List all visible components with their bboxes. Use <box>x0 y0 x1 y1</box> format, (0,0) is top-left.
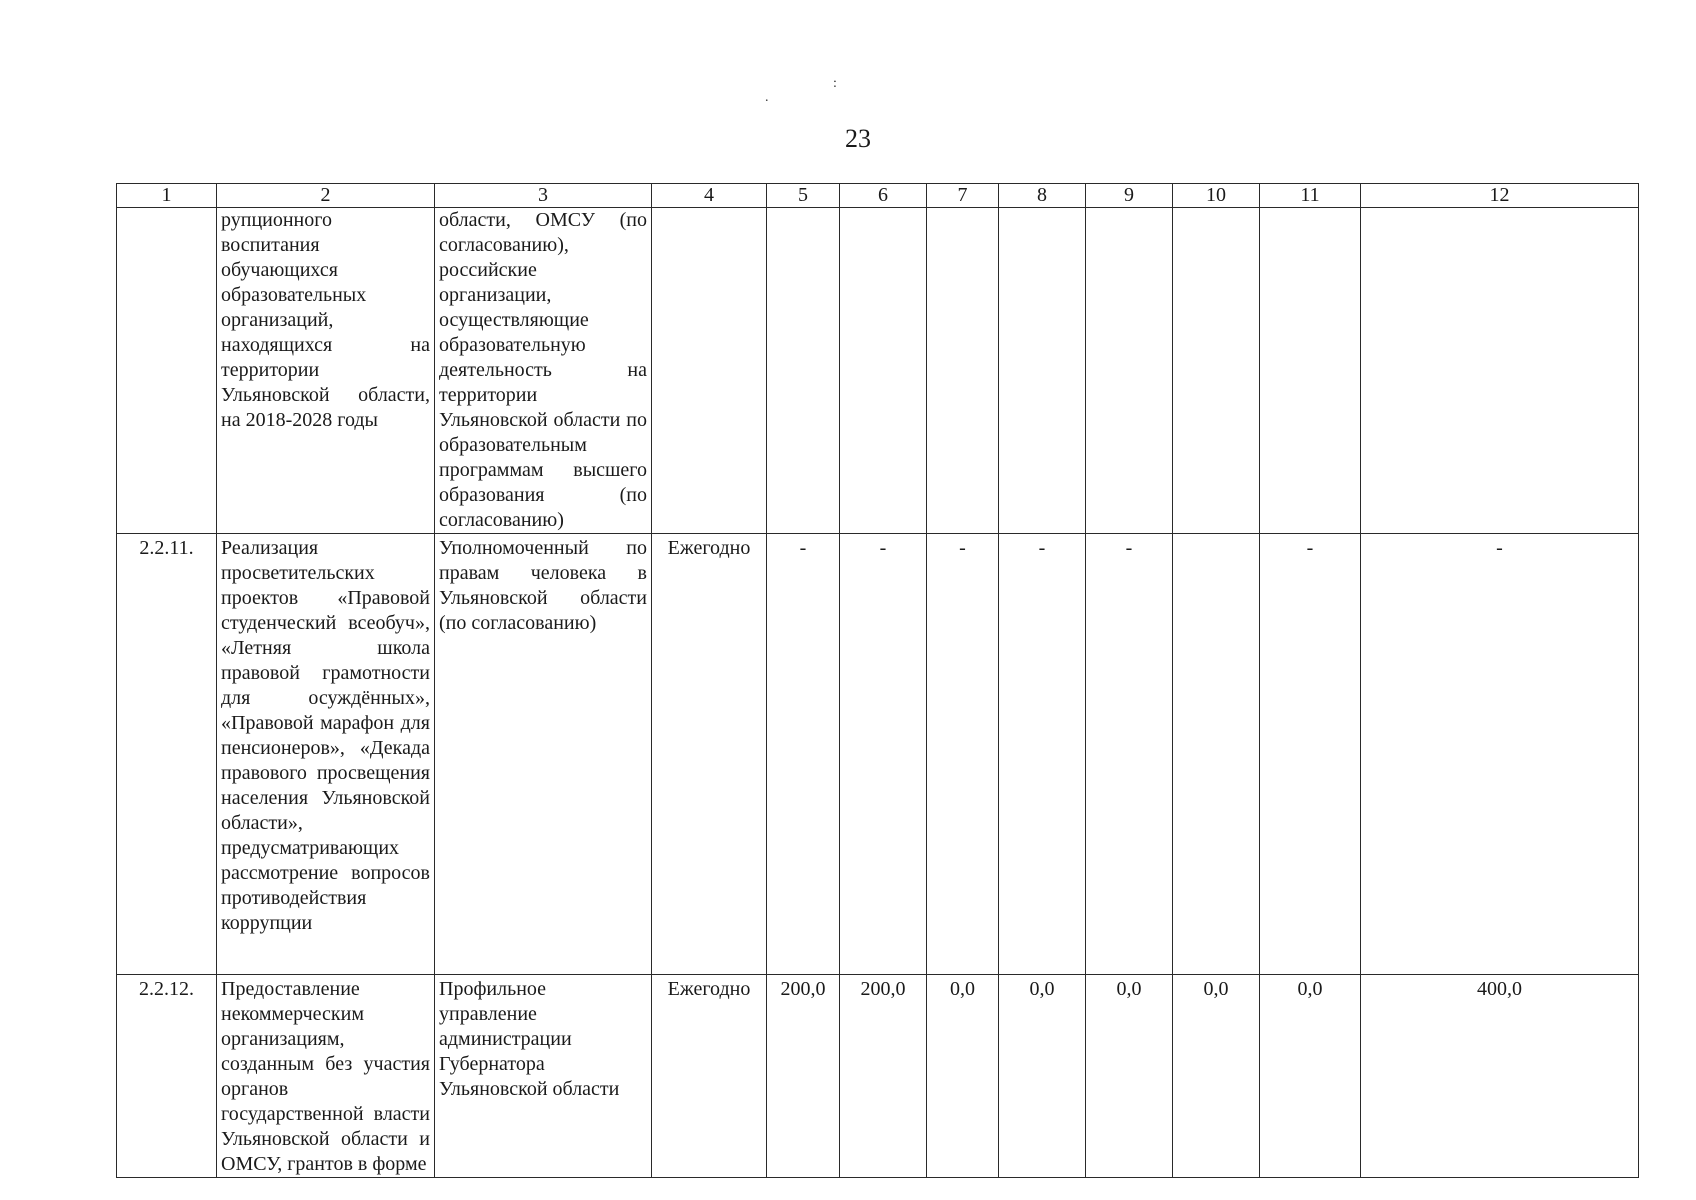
value-cell <box>927 208 999 534</box>
value-cell: - <box>1086 534 1173 975</box>
value-cell: 200,0 <box>840 975 927 1178</box>
period-cell: Ежегодно <box>652 534 767 975</box>
column-number: 10 <box>1173 184 1260 208</box>
value-cell <box>767 208 840 534</box>
column-number: 8 <box>999 184 1086 208</box>
column-number: 3 <box>435 184 652 208</box>
value-cell: 200,0 <box>767 975 840 1178</box>
table-row <box>117 975 1639 1178</box>
column-number-row <box>117 184 1639 208</box>
value-cell: 0,0 <box>1173 975 1260 1178</box>
value-cell: 0,0 <box>999 975 1086 1178</box>
value-cell <box>1086 208 1173 534</box>
value-cell <box>1173 208 1260 534</box>
column-number: 4 <box>652 184 767 208</box>
column-number: 12 <box>1361 184 1639 208</box>
column-number: 1 <box>117 184 217 208</box>
value-cell: 400,0 <box>1361 975 1639 1178</box>
value-cell: 0,0 <box>1260 975 1361 1178</box>
column-number: 7 <box>927 184 999 208</box>
value-cell: - <box>840 534 927 975</box>
column-number: 6 <box>840 184 927 208</box>
page-number: 23 <box>845 124 871 153</box>
value-cell: - <box>1361 534 1639 975</box>
value-cell <box>840 208 927 534</box>
period-cell: Ежегодно <box>652 975 767 1178</box>
measure-text: Предоставление некоммерческим организациям, созданным без участия органов государственной власти Ульяновской области и ОМСУ, грантов в форме <box>217 975 435 1178</box>
value-cell <box>1260 208 1361 534</box>
executor-text: Профильное управление администрации Губернатора Ульяновской области <box>435 975 652 1178</box>
row-id: 2.2.12. <box>117 975 217 1178</box>
executor-text: Уполномоченный по правам человека в Ульяновской области (по согласованию) <box>435 534 652 975</box>
period-cell <box>652 208 767 534</box>
scan-speck: . <box>765 90 769 105</box>
measure-text: Реализация просветительских проектов «Правовой студенческий всеобуч», «Летняя школа правовой грамотности для осуждённых», «Правовой марафон для пенсионеров», «Декада правового просвещения населения Ульяновской области», предусматривающих рассмотрение вопросов противодействия коррупции <box>217 534 435 975</box>
column-number: 9 <box>1086 184 1173 208</box>
measures-table <box>116 183 1639 1178</box>
value-cell: 0,0 <box>1086 975 1173 1178</box>
column-number: 5 <box>767 184 840 208</box>
executor-text: области, ОМСУ (по согласованию), российские организации, осуществляющие образовательную деятельность на территории Ульяновской области по образовательным программам высшего образования (по согласованию) <box>435 208 652 534</box>
value-cell: - <box>927 534 999 975</box>
table-row <box>117 534 1639 975</box>
value-cell: - <box>999 534 1086 975</box>
value-cell <box>1361 208 1639 534</box>
value-cell: - <box>767 534 840 975</box>
column-number: 11 <box>1260 184 1361 208</box>
measure-text: рупционного воспитания обучающихся образовательных организаций, находящихся на территории Ульяновской области, на 2018-2028 годы <box>217 208 435 534</box>
value-cell <box>1173 534 1260 975</box>
row-id: 2.2.11. <box>117 534 217 975</box>
value-cell: - <box>1260 534 1361 975</box>
value-cell: 0,0 <box>927 975 999 1178</box>
column-number: 2 <box>217 184 435 208</box>
row-id <box>117 208 217 534</box>
table-row <box>117 208 1639 534</box>
value-cell <box>999 208 1086 534</box>
scan-speck: : <box>833 76 837 91</box>
